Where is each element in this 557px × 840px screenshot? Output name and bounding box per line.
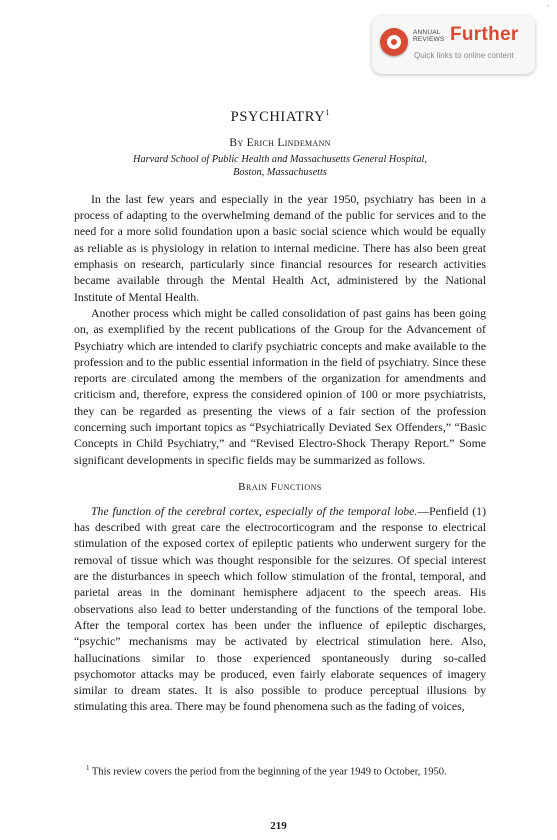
paragraph-3-body: —Penfield (1) has described with great care the electrocorticogram and the response to electrical stimulation of the exposed cortex of epileptic patients who underwent surgery for the removal of tissue which was thought responsible for the seizures. Of special interest are the disturbances in speech which follow stimulation of the frontal, temporal, and parietal areas in the dominant hemisphere adjacent to the speech areas. His observations also lead to better understanding of the functions of the temporal lobe. After the temporal cortex has been under the influence of epileptic discharges, “psychic” mechanisms may be activated by electrical stimulation here. Also, hallucinations similar to those experienced spontaneously during so-called psychomotor attacks may be produced, even fairly elaborate sequences of imagery similar to dream states. It is also possible to produce perceptual illusions by stimulating this area. There may be found phenomena such as the fading of voices, [74,503,486,714]
paragraph-3-lead: The function of the cerebral cortex, especially of the temporal lobe. [91,503,418,518]
annual-label: ANNUAL [413,29,441,36]
annual-reviews-logo-text [413,29,453,43]
page-number: 219 [270,820,287,832]
further-subtitle: Quick links to online content [414,51,514,60]
title-footnote-mark[interactable]: 1 [325,108,330,117]
article-author: By Erich Lindemann [229,136,331,149]
affiliation-line-2: Boston, Massachusetts [233,166,327,178]
corner-mark: ’ [547,4,550,12]
article-page [74,108,486,715]
paragraph-2: Another process which might be called consolidation of past gains has been going on, as exemplified by the recent publications of the Group for the Advancement of Psychiatry which are intended to clarify psychiatric concepts and make available to the profession and to the public essential information in the field of psychiatry. Since these reports are circulated among the members of the organization for amendments and criticism and, therefore, express the considered opinion of 100 or more psychiatrists, they can be regarded as presenting the views of a fair section of the profession concerning such important topics as “Psychiatrically Deviated Sex Offenders,” “Basic Concepts in Child Psychiatry,” and “Revised Electro-Shock Therapy Report.” Some significant developments in specific fields may be summarized as follows. [74,305,486,467]
footnote-mark: 1 [86,764,90,772]
annual-reviews-circle-icon [380,28,408,56]
footnote-text: This review covers the period from the beginning of the year 1949 to October, 1950. [89,766,447,778]
article-affiliation [74,153,486,179]
paragraph-3 [74,503,486,715]
footnote [74,761,486,780]
paragraph-1: In the last few years and especially in the year 1950, psychiatry has been in a process of adapting to the overwhelming demand of the public for services and to the need for a more solid foundation upon a basic social science which would be equally as reliable as is physiology in relation to internal medicine. There has also been great emphasis on research, particularly since financial resources for research activities became available through the Mental Health Act, administered by the National Institute of Mental Health. [74,191,486,304]
reviews-label: REVIEWS [413,36,445,43]
further-badge[interactable] [372,16,535,74]
affiliation-line-1: Harvard School of Public Health and Massachusetts General Hospital, [133,153,427,165]
further-label: Further [450,24,519,45]
section-heading: Brain Functions [238,480,322,493]
article-title: PSYCHIATRY$^1$ [230,108,330,125]
